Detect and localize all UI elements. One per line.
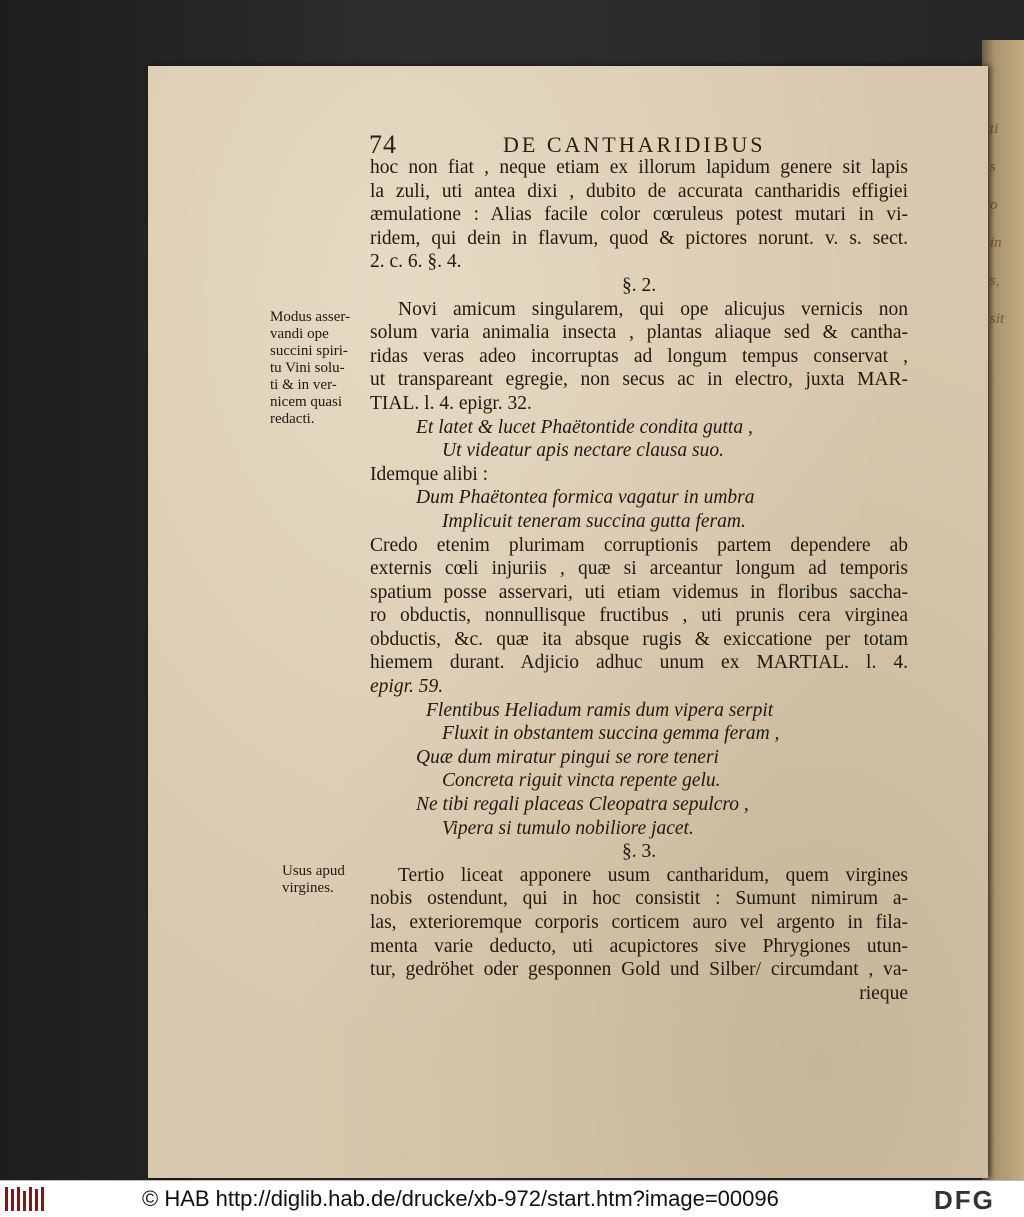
text-line: epigr. 59. [370,676,444,698]
catchword: rieque [859,982,908,1004]
text-line: spatium posse asservari, uti etiam videmus in floribus saccha- [370,581,908,603]
text-line: la zuli, uti antea dixi , dubito de accurata cantharidis effigiei [370,180,908,202]
text-line: externis cœli injuriis , quæ si arceantur longum ad temporis [370,558,908,580]
running-title: DE CANTHARIDIBUS [503,132,766,157]
verse-line: Ne tibi regali placeas Cleopatra sepulcro , [416,794,749,816]
text-line: Tertio liceat apponere usum cantharidum, quem virgines [398,864,908,886]
margin-note-line: Usus apud [282,863,345,879]
page-number: 74 [369,130,397,159]
text-line: obductis, &c. quæ ita absque rugis & exiccatione per totam [370,628,908,650]
verse-line: Fluxit in obstantem succina gemma feram , [442,723,780,745]
verse-line: Quæ dum miratur pingui se rore teneri [416,746,719,768]
margin-note-preservation [270,309,366,428]
margin-note-line: vandi ope [270,326,329,342]
margin-note-usage [282,863,366,897]
verse-line: Dum Phaëtontea formica vagatur in umbra [416,487,755,509]
text-line: menta varie deducto, uti acupictores sive Phrygiones utun- [370,935,908,957]
viewer-footer [0,1180,1024,1217]
section-heading: §. 3. [621,841,657,863]
text-line: solum varia animalia insecta , plantas aliaque sed & cantha- [370,322,908,344]
text-line: hoc non fiat , neque etiam ex illorum lapidum genere sit lapis [370,157,908,178]
verse-line: Concreta riguit vincta repente gelu. [442,770,721,792]
verse-line: Et latet & lucet Phaëtontide condita gutta , [416,416,753,438]
margin-note-line: ti & in ver- [270,377,337,393]
adjacent-page-bleed: ti s o in s, sit [990,121,1005,327]
text-line: ut transpareant egregie, non secus ac in electro, juxta MAR- [370,369,908,391]
margin-note-line: virgines. [282,880,334,896]
verse-line: Ut videatur apis nectare clausa suo. [442,440,724,462]
hab-logo-icon [4,1185,48,1213]
text-line: 2. c. 6. §. 4. [370,251,462,273]
margin-note-line: tu Vini solu- [270,360,345,376]
body-text [370,156,908,1005]
copyright-link[interactable]: © HAB http://diglib.hab.de/drucke/xb-972/start.htm?image=00096 [142,1186,779,1211]
margin-note-line: nicem quasi [270,394,343,410]
text-line: Novi amicum singularem, qui ope alicujus vernicis non [398,298,908,320]
verse-line: Implicuit teneram succina gutta feram. [442,510,746,532]
text-line: ro obductis, nonnullisque fructibus , uti prunis cera virginea [370,605,908,627]
margin-note-line: succini spiri- [270,343,348,359]
text-line: ridem, qui dein in flavum, quod & pictores norunt. v. s. sect. [370,227,908,249]
verse-line: Flentibus Heliadum ramis dum vipera serpit [426,699,774,721]
margin-note-line: Modus asser- [270,309,351,325]
section-heading: §. 2. [621,274,657,296]
verse-line: Vipera si tumulo nobiliore jacet. [442,817,694,839]
text-line: nobis ostendunt, qui in hoc consistit : Sumunt nimirum a- [370,888,908,910]
text-line: TIAL. l. 4. epigr. 32. [370,392,532,414]
text-line: tur, gedröhet oder gesponnen Gold und Silber/ circumdant , va- [370,959,908,981]
text-line: Idemque alibi : [370,463,489,485]
dfg-logo: DFG [934,1185,995,1215]
text-line: las, exterioremque corporis corticem auro vel argento in fila- [370,912,908,933]
margin-note-line: redacti. [270,411,315,427]
text-line: Credo etenim plurimam corruptionis partem dependere ab [370,534,908,556]
text-line: hiemem durant. Adjicio adhuc unum ex MARTIAL. l. 4. [370,652,908,674]
text-line: ridas veras adeo incorruptas ad longum tempus conservat , [370,345,908,367]
text-line: æmulatione : Alias facile color cœruleus potest mutari in vi- [370,204,908,226]
